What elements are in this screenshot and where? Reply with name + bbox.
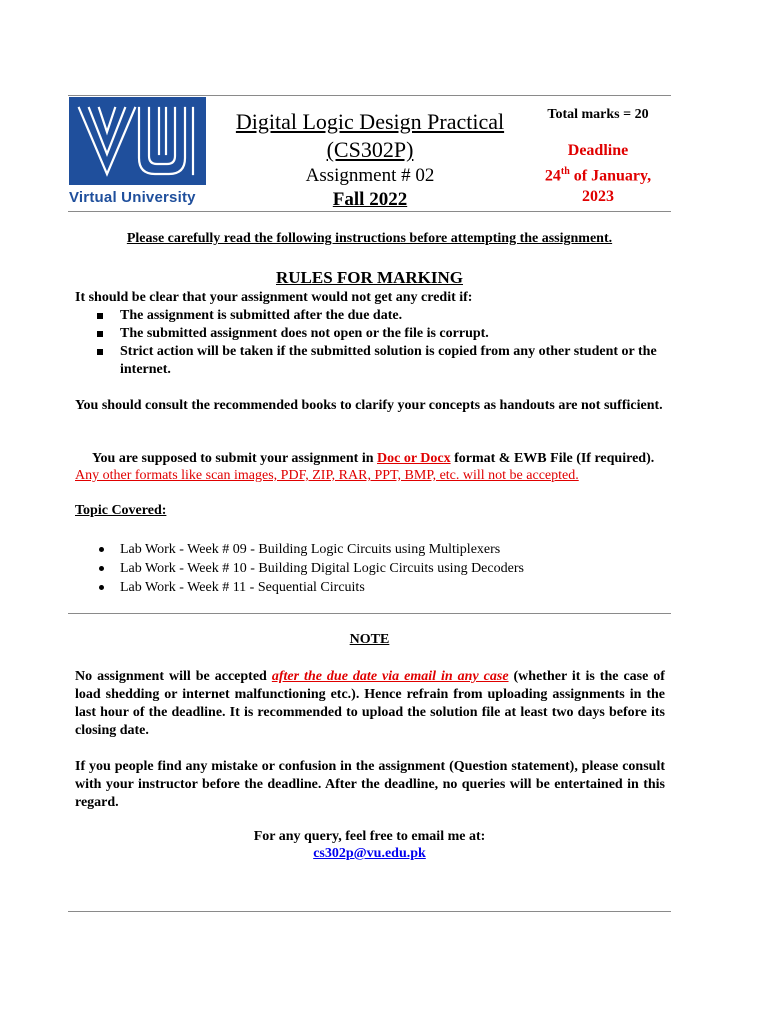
title-block bbox=[218, 108, 522, 212]
deadline-suffix: th bbox=[560, 166, 570, 177]
top-divider bbox=[68, 95, 671, 96]
topic-text: Lab Work - Week # 11 - Sequential Circuits bbox=[120, 580, 365, 595]
note-p1-highlight: after the due date via email in any case bbox=[271, 669, 509, 684]
note-heading: NOTE bbox=[349, 632, 390, 647]
deadline-day: 24 bbox=[544, 167, 561, 185]
bullet-icon bbox=[99, 585, 104, 590]
topic-text: Lab Work - Week # 09 - Building Logic Circuits using Multiplexers bbox=[120, 542, 501, 557]
vu-logo-mark bbox=[69, 97, 206, 185]
late-submission-paragraph bbox=[75, 668, 665, 740]
topic-item bbox=[75, 559, 524, 578]
submit-instruction bbox=[92, 451, 654, 467]
submit-format: Doc or Docx bbox=[377, 451, 451, 466]
header-divider bbox=[68, 211, 671, 212]
note-divider bbox=[68, 613, 671, 614]
logo-text: Virtual University bbox=[69, 189, 196, 206]
square-bullet-icon bbox=[97, 349, 103, 355]
submit-text-before: You are supposed to submit your assignment in bbox=[92, 451, 377, 466]
bullet-icon bbox=[99, 566, 104, 571]
square-bullet-icon bbox=[97, 331, 103, 337]
bottom-divider bbox=[68, 911, 671, 912]
rule-text: The submitted assignment does not open or the file is corrupt. bbox=[120, 326, 489, 341]
rules-heading: RULES FOR MARKING bbox=[275, 268, 463, 287]
topic-item bbox=[75, 578, 524, 597]
total-marks: Total marks = 20 bbox=[547, 107, 649, 122]
deadline-year: 2023 bbox=[582, 188, 614, 206]
topic-text: Lab Work - Week # 10 - Building Digital Logic Circuits using Decoders bbox=[120, 561, 524, 576]
query-text: For any query, feel free to email me at: bbox=[253, 829, 486, 844]
square-bullet-icon bbox=[97, 313, 103, 319]
consult-paragraph: You should consult the recommended books to clarify your concepts as handouts are not sufficient. bbox=[75, 398, 663, 413]
other-formats-warning: Any other formats like scan images, PDF, ZIP, RAR, PPT, BMP, etc. will not be accepted. bbox=[75, 468, 579, 483]
deadline-month: of January, bbox=[569, 167, 652, 185]
bullet-icon bbox=[99, 547, 104, 552]
note-p1-before: No assignment will be accepted bbox=[75, 669, 272, 684]
deadline-label: Deadline bbox=[567, 142, 629, 159]
assignment-number: Assignment # 02 bbox=[305, 165, 435, 186]
email-link[interactable]: cs302p@vu.edu.pk bbox=[313, 846, 426, 861]
topic-item bbox=[75, 540, 524, 559]
topics-list bbox=[75, 540, 524, 597]
rule-text: Strict action will be taken if the submitted solution is copied from any other student or the internet. bbox=[120, 344, 657, 377]
submit-text-after: format & EWB File (If required). bbox=[450, 451, 655, 466]
rule-text: The assignment is submitted after the due date. bbox=[120, 308, 403, 323]
course-title: Digital Logic Design Practical bbox=[235, 109, 505, 134]
instructions-heading: Please carefully read the following instructions before attempting the assignment. bbox=[126, 231, 613, 246]
semester: Fall 2022 bbox=[332, 189, 408, 210]
rule-item bbox=[75, 343, 665, 379]
vu-logo bbox=[69, 97, 206, 209]
rule-item bbox=[75, 325, 665, 343]
rules-intro: It should be clear that your assignment would not get any credit if: bbox=[75, 290, 473, 305]
course-code: (CS302P) bbox=[326, 137, 414, 162]
vu-monogram-icon bbox=[75, 102, 200, 180]
topics-heading: Topic Covered: bbox=[75, 503, 167, 518]
rules-list bbox=[75, 307, 665, 379]
deadline-block bbox=[532, 140, 664, 207]
note-p1-after: (whether it is the case of load shedding or internet malfunctioning etc.). Hence refrain from uploading assignments in the last hour of the deadline. It is recommended to upload the solution file at least two days before its closing date. bbox=[75, 669, 665, 738]
deadline-date bbox=[532, 161, 664, 186]
rule-item bbox=[75, 307, 665, 325]
mistake-paragraph: If you people find any mistake or confusion in the assignment (Question statement), please consult with your instructor before the deadline. After the deadline, no queries will be entertained in this regard. bbox=[75, 759, 665, 810]
